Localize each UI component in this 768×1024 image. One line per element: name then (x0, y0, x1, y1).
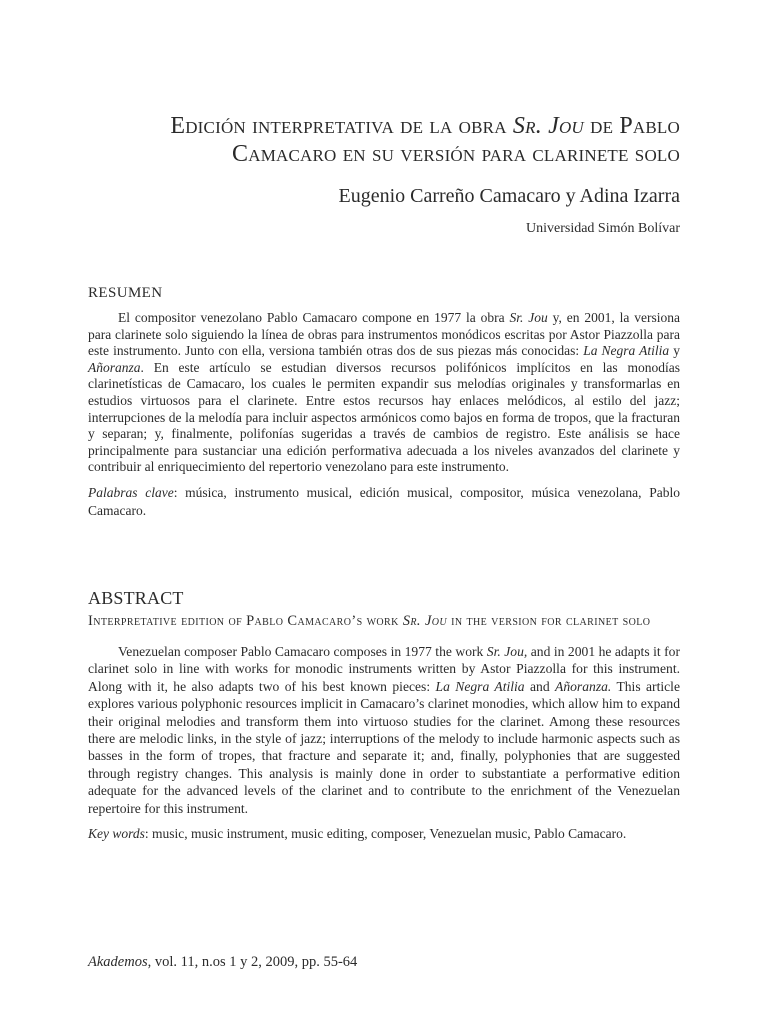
abstract-title-part2: in the version for clarinet solo (447, 613, 651, 629)
abstract-heading: ABSTRACT (88, 588, 184, 608)
abstract-title-part1: Interpretative edition of Pablo Camacaro’s work (88, 613, 403, 629)
abstract-work-negra-atilia: La Negra Atilia (435, 678, 525, 694)
citation-details: , vol. 11, n.os 1 y 2, 2009, pp. 55-64 (147, 954, 358, 970)
author-affiliation: Universidad Simón Bolívar (526, 221, 680, 236)
abstract-work-title: Sr. Jou, (486, 644, 528, 659)
abstract-text-2: and in 2001 he adapts it for clarinet solo in line with works for monodic instruments written by Astor Piazzolla for this instrument. Along with it, he also adapts two of his best known pieces: (88, 644, 680, 694)
abstract-keywords (88, 825, 680, 843)
abstract-title-work: Sr. Jou (402, 613, 448, 629)
abstract-text-1: Venezuelan composer Pablo Camacaro composes in 1977 the work (118, 644, 487, 659)
journal-name: Akademos (88, 954, 148, 970)
article-title-part2: de Pablo Camacaro en su versión para clarinete solo (232, 113, 680, 167)
resumen-heading: RESUMEN (88, 285, 163, 301)
abstract-keywords-label: Key words (88, 826, 145, 842)
abstract-text-3: This article explores various polyphonic resources implicit in Camacaro’s clarinet monodies, which allow him to expand their original melodies and transform them into virtuoso studies for the clarinet. Among these resources there are melodic links, in the style of jazz; interruptions of the melody to include harmonic aspects such as basses in the form of tropes, that fracture and separate it; and, finally, polyphonies that are suggested through registry changes. This analysis is mainly done in order to substantiate a performative edition adequate for the advanced levels of the clarinet and to contribute to the enrichment of the Venezuelan repertoire for this instrument. (88, 678, 680, 816)
resumen-work-anoranza: Añoranza (88, 359, 141, 375)
resumen-work-title: Sr. Jou (509, 310, 548, 325)
abstract-keywords-text: : music, music instrument, music editing, composer, Venezuelan music, Pablo Camacaro. (144, 826, 627, 842)
resumen-conjunction: y (669, 343, 680, 359)
article-authors: Eugenio Carreño Camacaro y Adina Izarra (338, 185, 680, 207)
resumen-keywords (88, 484, 680, 520)
article-title (88, 112, 680, 168)
article-header (88, 112, 680, 238)
resumen-keywords-label: Palabras clave (88, 484, 174, 500)
abstract-work-anoranza: Añoranza. (555, 678, 612, 694)
article-title-work: Sr. Jou (512, 113, 584, 139)
resumen-text-3: . En este artículo se estudian diversos recursos polifónicos implícitos en las monodías clarinetísticas de Camacaro, los cuales le permiten expandir sus melodías originales y transformarlas en estudios virtuosos para el clarinete. Entre estos recursos hay enlaces melódicos, al estilo del jazz; interrupciones de la melodía para incluir aspectos armónicos como bajos en forma de tropos, que la fracturan y separan; y, finalmente, polifonías sugeridas a través de cambios de registro. Este análisis se hace principalmente para sustanciar una edición performativa adecuada a los niveles avanzados del clarinete y contribuir al enriquecimiento del repertorio venezolano para este instrumento. (88, 359, 680, 475)
resumen-section (88, 285, 680, 520)
abstract-title (88, 613, 680, 629)
abstract-conjunction: and (524, 678, 556, 694)
resumen-keywords-text: : música, instrumento musical, edición musical, compositor, música venezolana, Pablo Camacaro. (88, 484, 680, 518)
abstract-section (88, 588, 680, 843)
abstract-paragraph (88, 643, 680, 817)
resumen-text-1: El compositor venezolano Pablo Camacaro compone en 1977 la obra (118, 310, 510, 325)
journal-citation (88, 953, 357, 971)
article-title-part1: Edición interpretativa de la obra (170, 113, 513, 139)
resumen-paragraph (88, 310, 680, 476)
resumen-text-2: y, en 2001, la versiona para clarinete solo siguiendo la línea de obras para instrumentos monódicos escritas por Astor Piazzolla para este instrumento. Junto con ella, versiona también otras dos de sus piezas más conocidas: (88, 310, 681, 359)
resumen-work-negra-atilia: La Negra Atilia (583, 343, 670, 359)
